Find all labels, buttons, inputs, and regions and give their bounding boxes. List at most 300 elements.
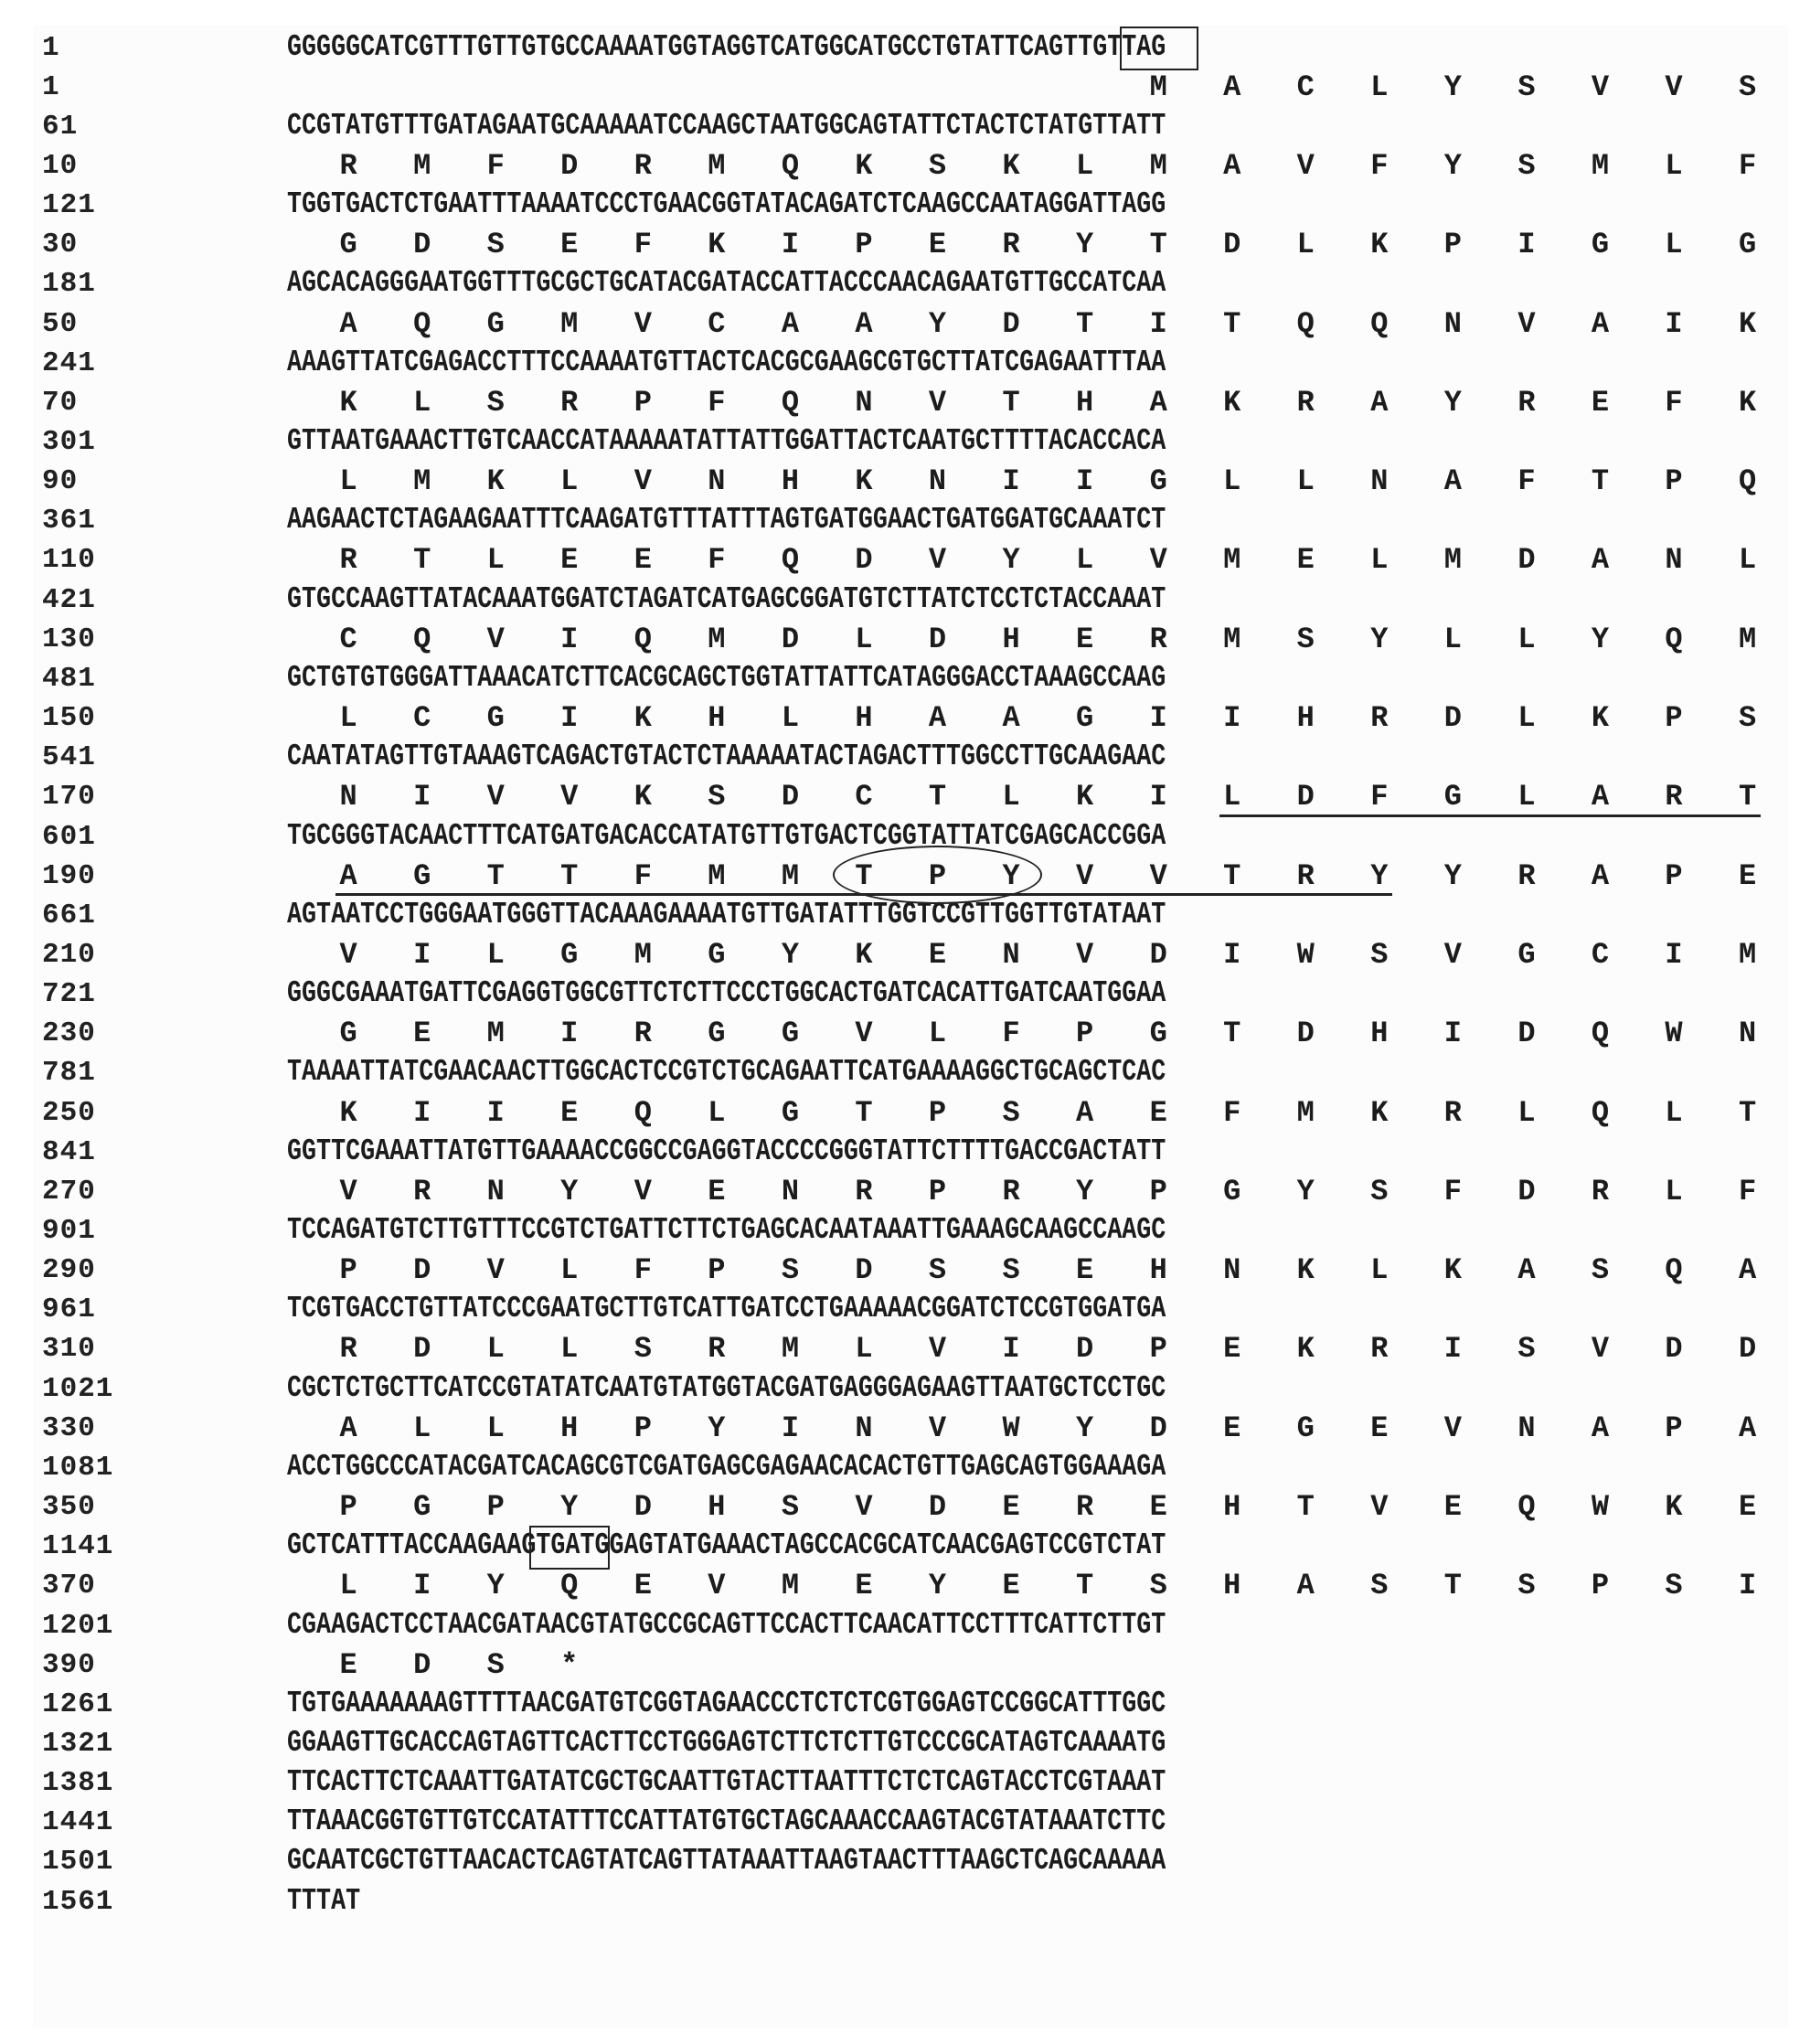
amino-acid: E: [1002, 1569, 1020, 1603]
amino-acid: L: [413, 385, 431, 420]
position-number: 301: [42, 426, 96, 458]
nucleotide-sequence: TGCGGGTACAACTTTCATGATGACACCATATGTTGTGACTCGGTATTATCGAGCACCGGA: [287, 818, 1166, 854]
amino-acid: E: [634, 1569, 652, 1603]
amino-acid: E: [1149, 1490, 1167, 1525]
amino-acid: H: [560, 1411, 579, 1445]
amino-acid: H: [1296, 701, 1315, 736]
amino-acid: A: [1149, 385, 1167, 420]
amino-acid: S: [486, 228, 505, 262]
position-number: 70: [42, 386, 79, 419]
amino-acid: P: [339, 1253, 357, 1288]
amino-acid: G: [560, 937, 579, 972]
amino-acid: M: [634, 937, 652, 972]
position-number: 50: [42, 307, 79, 340]
amino-acid: D: [413, 1647, 431, 1682]
amino-acid: I: [413, 937, 431, 972]
amino-acid: L: [1223, 780, 1241, 814]
nucleotide-sequence: AGTAATCCTGGGAATGGGTTACAAAGAAAATGTTGATATTTGGTCCGTTGGTTGTATAAT: [287, 897, 1166, 932]
amino-acid: N: [1665, 543, 1683, 578]
amino-acid: I: [1223, 701, 1241, 736]
nucleotide-row: [0, 107, 1810, 146]
amino-acid: E: [1002, 1490, 1020, 1525]
amino-acid: D: [634, 1490, 652, 1525]
position-number: 601: [42, 820, 96, 853]
amino-acid: L: [339, 1569, 357, 1603]
amino-acid: F: [1002, 1017, 1020, 1051]
amino-acid: R: [413, 1174, 431, 1208]
amino-acid: N: [1443, 306, 1462, 341]
amino-acid-row: [0, 383, 1810, 422]
position-number: 61: [42, 110, 79, 143]
amino-acid: K: [634, 701, 652, 736]
amino-acid: V: [928, 543, 947, 578]
amino-acid: A: [1223, 69, 1241, 104]
amino-acid: W: [1296, 937, 1315, 972]
amino-acid: A: [1591, 543, 1610, 578]
amino-acid: D: [1443, 701, 1462, 736]
amino-acid: S: [1665, 1569, 1683, 1603]
amino-acid-row: [0, 1566, 1810, 1605]
amino-acid: F: [634, 228, 652, 262]
amino-acid: M: [1738, 622, 1757, 656]
amino-acid: V: [1296, 148, 1315, 183]
amino-acid: T: [413, 543, 431, 578]
amino-acid: L: [1296, 464, 1315, 499]
amino-acid: L: [339, 701, 357, 736]
amino-acid: L: [1223, 464, 1241, 499]
stop-codon-box: [529, 1526, 611, 1570]
amino-acid: N: [1370, 464, 1389, 499]
amino-acid: L: [1296, 228, 1315, 262]
amino-acid: T: [1223, 1017, 1241, 1051]
nucleotide-sequence: TGTGAAAAAAAGTTTTAACGATGTCGGTAGAACCCTCTCTCGTGGAGTCCGGCATTTGGC: [287, 1686, 1166, 1721]
amino-acid: R: [339, 148, 357, 183]
amino-acid: L: [855, 622, 873, 656]
amino-acid: T: [1591, 464, 1610, 499]
amino-acid: Q: [634, 1095, 652, 1130]
amino-acid-row: [0, 1251, 1810, 1290]
amino-acid: R: [634, 148, 652, 183]
amino-acid: E: [928, 937, 947, 972]
amino-acid: P: [928, 1174, 947, 1208]
amino-acid: R: [1517, 385, 1536, 420]
nucleotide-row: [0, 1842, 1810, 1881]
amino-acid: N: [1002, 937, 1020, 972]
amino-acid: L: [486, 1332, 505, 1367]
amino-acid: M: [413, 464, 431, 499]
amino-acid: S: [1517, 148, 1536, 183]
amino-acid: H: [1002, 622, 1020, 656]
amino-acid: R: [1002, 1174, 1020, 1208]
amino-acid: W: [1665, 1017, 1683, 1051]
amino-acid-row: [0, 68, 1810, 107]
position-number: 661: [42, 899, 96, 932]
start-codon-box: [1120, 27, 1199, 70]
amino-acid: S: [1149, 1569, 1167, 1603]
amino-acid: Y: [1002, 858, 1020, 893]
amino-acid: I: [1665, 937, 1683, 972]
amino-acid: R: [708, 1332, 726, 1367]
amino-acid-row: [0, 1487, 1810, 1527]
amino-acid: V: [1591, 1332, 1610, 1367]
amino-acid: R: [1296, 385, 1315, 420]
amino-acid: I: [1002, 464, 1020, 499]
amino-acid: A: [1296, 1569, 1315, 1603]
amino-acid: L: [560, 1332, 579, 1367]
amino-acid: L: [1517, 780, 1536, 814]
amino-acid: N: [339, 780, 357, 814]
amino-acid: V: [634, 1174, 652, 1208]
amino-acid: H: [1223, 1490, 1241, 1525]
amino-acid: F: [1517, 464, 1536, 499]
amino-acid: D: [781, 780, 800, 814]
amino-acid: Y: [1296, 1174, 1315, 1208]
amino-acid: L: [1076, 148, 1094, 183]
amino-acid: Q: [781, 543, 800, 578]
amino-acid: I: [1443, 1017, 1462, 1051]
nucleotide-sequence: AAAGTTATCGAGACCTTTCCAAAATGTTACTCACGCGAAGCGTGCTTATCGAGAATTTAA: [287, 345, 1166, 380]
amino-acid: F: [708, 385, 726, 420]
position-number: 1201: [42, 1609, 114, 1642]
amino-acid: N: [1517, 1411, 1536, 1445]
amino-acid: V: [855, 1017, 873, 1051]
position-number: 1441: [42, 1806, 114, 1839]
amino-acid: Y: [1076, 1411, 1094, 1445]
amino-acid: L: [1517, 701, 1536, 736]
amino-acid: D: [560, 148, 579, 183]
amino-acid: Q: [1517, 1490, 1536, 1525]
position-number: 310: [42, 1333, 96, 1366]
nucleotide-row: [0, 738, 1810, 777]
amino-acid: D: [413, 228, 431, 262]
amino-acid: I: [781, 1411, 800, 1445]
nucleotide-sequence: CGAAGACTCCTAACGATAACGTATGCCGCAGTTCCACTTCAACATTCCTTTCATTCTTGT: [287, 1607, 1166, 1643]
amino-acid: I: [560, 622, 579, 656]
nucleotide-row: [0, 186, 1810, 225]
nucleotide-row: [0, 1685, 1810, 1724]
amino-acid: L: [486, 1411, 505, 1445]
amino-acid-row: [0, 935, 1810, 974]
amino-acid-row: [0, 620, 1810, 659]
amino-acid: A: [1591, 780, 1610, 814]
amino-acid: C: [855, 780, 873, 814]
amino-acid: Y: [1591, 622, 1610, 656]
amino-acid: V: [1370, 1490, 1389, 1525]
amino-acid: T: [1223, 306, 1241, 341]
nucleotide-row: [0, 1053, 1810, 1092]
nucleotide-sequence: GCAATCGCTGTTAACACTCAGTATCAGTTATAAATTAAGTAACTTTAAGCTCAGCAAAAA: [287, 1844, 1166, 1879]
amino-acid: Y: [1370, 622, 1389, 656]
nucleotide-sequence: TTAAACGGTGTTGTCCATATTTCCATTATGTGCTAGCAAACCAAGTACGTATAAATCTTC: [287, 1804, 1166, 1840]
amino-acid: F: [708, 543, 726, 578]
amino-acid: P: [928, 1095, 947, 1130]
amino-acid: N: [928, 464, 947, 499]
amino-acid: G: [1591, 228, 1610, 262]
amino-acid: T: [560, 858, 579, 893]
amino-acid: D: [1665, 1332, 1683, 1367]
amino-acid-row: [0, 462, 1810, 501]
amino-acid: P: [855, 228, 873, 262]
position-number: 1501: [42, 1846, 114, 1879]
amino-acid: H: [1149, 1253, 1167, 1288]
amino-acid: E: [708, 1174, 726, 1208]
amino-acid: S: [781, 1490, 800, 1525]
amino-acid: H: [855, 701, 873, 736]
amino-acid: Y: [708, 1411, 726, 1445]
amino-acid-row: [0, 1409, 1810, 1448]
amino-acid: G: [1149, 464, 1167, 499]
amino-acid: L: [1665, 1174, 1683, 1208]
amino-acid: Y: [1443, 69, 1462, 104]
nucleotide-row: [0, 1211, 1810, 1251]
amino-acid: E: [560, 543, 579, 578]
nucleotide-sequence: AGCACAGGGAATGGTTTGCGCTGCATACGATACCATTACCCAACAGAATGTTGCCATCAA: [287, 266, 1166, 302]
amino-acid: V: [1443, 1411, 1462, 1445]
amino-acid: G: [413, 1490, 431, 1525]
amino-acid: A: [339, 858, 357, 893]
amino-acid: K: [855, 148, 873, 183]
amino-acid: M: [486, 1017, 505, 1051]
amino-acid: A: [1370, 385, 1389, 420]
amino-acid: G: [339, 228, 357, 262]
position-number: 30: [42, 229, 79, 261]
nucleotide-row: [0, 28, 1810, 68]
amino-acid: M: [1591, 148, 1610, 183]
position-number: 90: [42, 465, 79, 498]
amino-acid: G: [1443, 780, 1462, 814]
nucleotide-sequence: CCGTATGTTTGATAGAATGCAAAAATCCAAGCTAATGGCAGTATTCTACTCTATGTTATT: [287, 108, 1166, 144]
amino-acid-row: [0, 304, 1810, 344]
nucleotide-row: [0, 344, 1810, 383]
amino-acid: E: [560, 1095, 579, 1130]
amino-acid: V: [339, 1174, 357, 1208]
amino-acid: R: [1296, 858, 1315, 893]
amino-acid: Y: [1443, 385, 1462, 420]
position-number: 110: [42, 544, 96, 577]
amino-acid: F: [634, 1253, 652, 1288]
amino-acid: T: [1296, 1490, 1315, 1525]
amino-acid: G: [413, 858, 431, 893]
position-number: 1: [42, 70, 60, 103]
amino-acid: M: [1443, 543, 1462, 578]
amino-acid: I: [1665, 306, 1683, 341]
amino-acid: A: [1738, 1253, 1757, 1288]
nucleotide-row: [0, 1882, 1810, 1922]
amino-acid: D: [1517, 1174, 1536, 1208]
amino-acid: D: [1296, 1017, 1315, 1051]
amino-acid: L: [708, 1095, 726, 1130]
amino-acid: E: [1223, 1332, 1241, 1367]
amino-acid: G: [1223, 1174, 1241, 1208]
amino-acid: S: [1002, 1253, 1020, 1288]
amino-acid: L: [1665, 228, 1683, 262]
amino-acid: Y: [1443, 858, 1462, 893]
amino-acid: R: [1517, 858, 1536, 893]
amino-acid: I: [1149, 780, 1167, 814]
amino-acid: S: [1517, 1569, 1536, 1603]
amino-acid: D: [855, 1253, 873, 1288]
amino-acid: V: [486, 780, 505, 814]
amino-acid: V: [1076, 937, 1094, 972]
amino-acid: S: [1002, 1095, 1020, 1130]
amino-acid: V: [928, 1411, 947, 1445]
amino-acid: L: [1076, 543, 1094, 578]
position-number: 1021: [42, 1372, 114, 1405]
amino-acid: I: [1149, 701, 1167, 736]
amino-acid: L: [1370, 543, 1389, 578]
amino-acid: K: [1665, 1490, 1683, 1525]
amino-acid: Y: [1076, 228, 1094, 262]
amino-acid: D: [928, 1490, 947, 1525]
amino-acid: M: [781, 1332, 800, 1367]
amino-acid: V: [1591, 69, 1610, 104]
nucleotide-sequence: TCCAGATGTCTTGTTTCCGTCTGATTCTTCTGAGCACAATAAATTGAAAGCAAGCCAAGC: [287, 1213, 1166, 1248]
amino-acid: P: [1665, 464, 1683, 499]
amino-acid: S: [1738, 69, 1757, 104]
amino-acid: F: [1370, 780, 1389, 814]
amino-acid: N: [855, 1411, 873, 1445]
amino-acid: K: [708, 228, 726, 262]
amino-acid: S: [928, 1253, 947, 1288]
amino-acid-row: [0, 146, 1810, 186]
amino-acid: T: [1738, 1095, 1757, 1130]
amino-acid: K: [1591, 701, 1610, 736]
amino-acid: A: [1002, 701, 1020, 736]
amino-acid: F: [1443, 1174, 1462, 1208]
amino-acid-row: [0, 1093, 1810, 1133]
amino-acid: M: [1296, 1095, 1315, 1130]
amino-acid: Q: [413, 306, 431, 341]
nucleotide-row: [0, 1133, 1810, 1172]
amino-acid: F: [1370, 148, 1389, 183]
nucleotide-row: [0, 1369, 1810, 1409]
amino-acid: D: [1223, 228, 1241, 262]
amino-acid-row: [0, 1645, 1810, 1685]
amino-acid: T: [1443, 1569, 1462, 1603]
amino-acid: P: [1443, 228, 1462, 262]
amino-acid: G: [1517, 937, 1536, 972]
amino-acid: T: [486, 858, 505, 893]
amino-acid: L: [1370, 1253, 1389, 1288]
motif-underline: [1219, 814, 1761, 817]
position-number: 481: [42, 662, 96, 695]
position-number: 150: [42, 702, 96, 735]
amino-acid: S: [1370, 1569, 1389, 1603]
amino-acid: I: [560, 1017, 579, 1051]
amino-acid: E: [928, 228, 947, 262]
amino-acid: Q: [1665, 622, 1683, 656]
amino-acid: E: [1076, 1253, 1094, 1288]
amino-acid: D: [413, 1332, 431, 1367]
amino-acid: G: [339, 1017, 357, 1051]
amino-acid: W: [1591, 1490, 1610, 1525]
amino-acid: P: [634, 385, 652, 420]
amino-acid: W: [1002, 1411, 1020, 1445]
amino-acid: R: [339, 543, 357, 578]
position-number: 1381: [42, 1767, 114, 1800]
amino-acid: M: [1223, 543, 1241, 578]
amino-acid: I: [560, 701, 579, 736]
amino-acid: T: [855, 1095, 873, 1130]
position-number: 721: [42, 978, 96, 1011]
amino-acid: Y: [1370, 858, 1389, 893]
amino-acid: V: [1076, 858, 1094, 893]
amino-acid: F: [1738, 148, 1757, 183]
nucleotide-sequence: GCTCATTTACCAAGAAGTGATGGAGTATGAAACTAGCCACGCATCAACGAGTCCGTCTAT: [287, 1528, 1166, 1564]
nucleotide-row: [0, 1763, 1810, 1803]
position-number: 10: [42, 149, 79, 182]
amino-acid-row: [0, 698, 1810, 738]
amino-acid: F: [1223, 1095, 1241, 1130]
nucleotide-sequence: GGGCGAAATGATTCGAGGTGGCGTTCTCTTCCCTGGCACTGATCACATTGATCAATGGAA: [287, 976, 1166, 1012]
amino-acid: I: [1223, 937, 1241, 972]
amino-acid: E: [560, 228, 579, 262]
amino-acid: D: [1002, 306, 1020, 341]
amino-acid: L: [413, 1411, 431, 1445]
amino-acid: I: [781, 228, 800, 262]
amino-acid: V: [1517, 306, 1536, 341]
amino-acid: E: [1223, 1411, 1241, 1445]
amino-acid: L: [1002, 780, 1020, 814]
amino-acid: Q: [560, 1569, 579, 1603]
position-number: 241: [42, 346, 96, 379]
amino-acid: A: [1591, 306, 1610, 341]
position-number: 181: [42, 268, 96, 301]
amino-acid: V: [486, 622, 505, 656]
amino-acid: R: [339, 1332, 357, 1367]
amino-acid: A: [1076, 1095, 1094, 1130]
amino-acid: P: [708, 1253, 726, 1288]
amino-acid: G: [1738, 228, 1757, 262]
amino-acid: E: [339, 1647, 357, 1682]
nucleotide-row: [0, 580, 1810, 620]
position-number: 121: [42, 189, 96, 222]
amino-acid: L: [560, 464, 579, 499]
amino-acid: K: [486, 464, 505, 499]
amino-acid: I: [413, 780, 431, 814]
amino-acid: P: [1149, 1174, 1167, 1208]
amino-acid: S: [1296, 622, 1315, 656]
amino-acid: D: [1149, 937, 1167, 972]
amino-acid: G: [1149, 1017, 1167, 1051]
amino-acid: S: [1370, 937, 1389, 972]
amino-acid: P: [1076, 1017, 1094, 1051]
amino-acid: E: [1443, 1490, 1462, 1525]
amino-acid: K: [1370, 228, 1389, 262]
amino-acid: D: [855, 543, 873, 578]
amino-acid: Y: [1076, 1174, 1094, 1208]
amino-acid: T: [1149, 228, 1167, 262]
amino-acid: E: [1076, 622, 1094, 656]
position-number: 370: [42, 1570, 96, 1602]
amino-acid: H: [1370, 1017, 1389, 1051]
amino-acid: N: [1738, 1017, 1757, 1051]
amino-acid: A: [855, 306, 873, 341]
amino-acid: A: [1517, 1253, 1536, 1288]
nucleotide-row: [0, 1527, 1810, 1566]
amino-acid: A: [1443, 464, 1462, 499]
position-number: 781: [42, 1057, 96, 1090]
position-number: 350: [42, 1491, 96, 1524]
nucleotide-sequence: TTTAT: [287, 1883, 361, 1919]
amino-acid: M: [560, 306, 579, 341]
amino-acid: L: [1517, 1095, 1536, 1130]
amino-acid: L: [1665, 148, 1683, 183]
amino-acid: P: [928, 858, 947, 893]
position-number: 421: [42, 583, 96, 616]
amino-acid: P: [1149, 1332, 1167, 1367]
amino-acid: R: [560, 385, 579, 420]
